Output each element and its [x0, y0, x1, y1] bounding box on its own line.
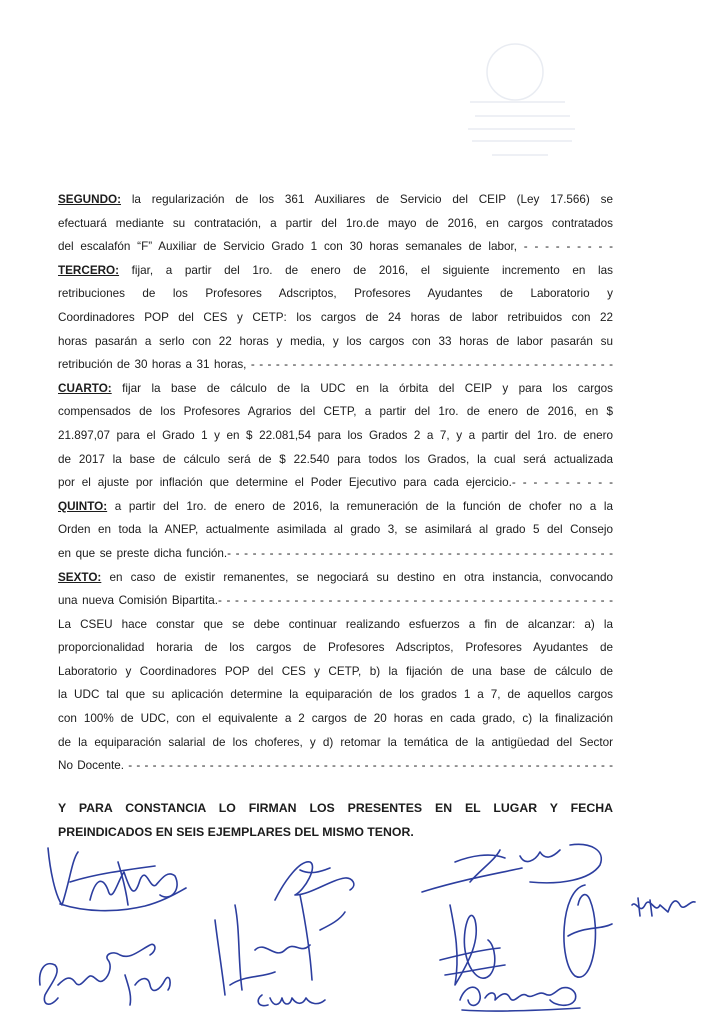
line-text: en que se preste dicha función.- - - - - - - - - - - - - - - - - - - - - - - - - - - - - - - - - - - - - - - - - - - - - - — [58, 546, 613, 560]
signature-8 — [125, 975, 170, 1005]
text-line — [58, 707, 613, 731]
clause-heading: CUARTO: — [58, 381, 112, 395]
line-text: proporcionalidad horaria de los cargos de Profesores Adscriptos, Profesores Ayudantes de — [58, 641, 613, 655]
signature-2 — [275, 862, 354, 900]
document-body — [58, 188, 613, 778]
line-text: Orden en toda la ANEP, actualmente asimilada al grado 3, se asimilará al grado 5 del Consejo — [58, 523, 613, 537]
text-line — [58, 518, 613, 542]
line-text: retribución de 30 horas a 31 horas, - - - - - - - - - - - - - - - - - - - - - - - - - - - - - - - - - - - - - - - - - - - - — [58, 358, 613, 372]
clause-heading-line — [58, 495, 613, 519]
text-line — [58, 683, 613, 707]
line-text: en caso de existir remanentes, se negociará su destino en otra instancia, convocando — [101, 570, 613, 584]
text-line — [58, 542, 613, 566]
text-line — [58, 613, 613, 637]
text-line — [58, 212, 613, 236]
line-text: fijar la base de cálculo de la UDC en la órbita del CEIP y para los cargos — [111, 381, 613, 395]
closing-line: Y PARA CONSTANCIA LO FIRMAN LOS PRESENTES EN EL LUGAR Y FECHA — [58, 801, 613, 815]
text-line — [58, 731, 613, 755]
line-text: retribuciones de los Profesores Adscriptos, Profesores Ayudantes de Laboratorio y — [58, 287, 613, 301]
signature-4 — [440, 905, 505, 985]
clause-heading: SEXTO: — [58, 570, 102, 584]
text-line — [58, 636, 613, 660]
clause-heading: TERCERO: — [58, 263, 120, 277]
line-text: por el ajuste por inflación que determine el Poder Ejecutivo para cada ejercicio.- - - - - - - - - - — [58, 476, 613, 490]
text-line — [58, 660, 613, 684]
line-text: la UDC tal que su aplicación determine la equiparación de los grados 1 a 7, de aquellos cargos — [58, 688, 613, 702]
signature-11 — [460, 987, 580, 1011]
line-text: 21.897,07 para el Grado 1 y en $ 22.081,54 para los Grados 2 a 7, y a partir del 1ro. de enero — [58, 428, 613, 442]
closing-statement — [58, 796, 613, 844]
line-text: No Docente. - - - - - - - - - - - - - - - - - - - - - - - - - - - - - - - - - - - - - - - - - - - - - - - - - - - - - - - - - - - - — [58, 759, 613, 773]
line-text: del escalafón “F” Auxiliar de Servicio Grado 1 con 30 horas semanales de labor, - - - - - - - - - — [58, 240, 613, 254]
text-line — [58, 754, 613, 778]
line-text: fijar, a partir del 1ro. de enero de 2016, el siguiente incremento en las — [119, 263, 613, 277]
line-text: Laboratorio y Coordinadores POP del CES y CETP, b) la fijación de una base de cálculo de — [58, 664, 613, 678]
signature-6 — [632, 898, 695, 916]
line-text: Coordinadores POP del CES y CETP: los cargos de 24 horas de labor retribuidos con 22 — [58, 310, 613, 324]
clause-heading: QUINTO: — [58, 499, 108, 513]
signature-3 — [422, 844, 601, 892]
clause-heading-line — [58, 259, 613, 283]
signature-5 — [564, 885, 612, 977]
line-text: con 100% de UDC, con el equivalente a 2 cargos de 20 horas en cada grado, c) la finalización — [58, 712, 613, 726]
text-line — [58, 235, 613, 259]
text-line — [58, 589, 613, 613]
closing-line: PREINDICADOS EN SEIS EJEMPLARES DEL MISMO TENOR. — [58, 825, 414, 839]
signature-9 — [215, 895, 345, 995]
line-text: de la equiparación salarial de los choferes, y d) retomar la temática de la antigüedad del Sector — [58, 735, 613, 749]
text-line — [58, 306, 613, 330]
text-line — [58, 448, 613, 472]
text-line — [58, 471, 613, 495]
signature-1 — [48, 848, 186, 911]
clause-heading-line — [58, 566, 613, 590]
line-text: la regularización de los 361 Auxiliares de Servicio del CEIP (Ley 17.566) se — [121, 193, 613, 206]
clause-heading: SEGUNDO: — [58, 193, 121, 206]
line-text: efectuará mediante su contratación, a partir del 1ro.de mayo de 2016, en cargos contratados — [58, 216, 613, 230]
line-text: una nueva Comisión Bipartita.- - - - - - - - - - - - - - - - - - - - - - - - - - - - - - - - - - - - - - - - - - - - - - - — [58, 594, 613, 608]
signature-10 — [258, 995, 325, 1006]
text-line — [58, 353, 613, 377]
line-text: horas pasarán a serlo con 22 horas y media, y los cargos con 33 horas de labor pasarán su — [58, 334, 613, 348]
signature-7 — [40, 944, 155, 1004]
text-line — [58, 424, 613, 448]
text-line — [58, 330, 613, 354]
clause-heading-line — [58, 188, 613, 212]
text-line — [58, 400, 613, 424]
clause-heading-line — [58, 377, 613, 401]
faint-seal-mark — [468, 44, 575, 155]
text-line — [58, 282, 613, 306]
line-text: a partir del 1ro. de enero de 2016, la remuneración de la función de chofer no a la — [107, 499, 613, 513]
line-text: de 2017 la base de cálculo será de $ 22.540 para todos los Grados, la cual será actualizada — [58, 452, 613, 466]
line-text: compensados de los Profesores Agrarios del CETP, a partir del 1ro. de enero de 2016, en $ — [58, 405, 613, 419]
line-text: La CSEU hace constar que se debe continuar realizando esfuerzos a fin de alcanzar: a) la — [58, 617, 613, 631]
